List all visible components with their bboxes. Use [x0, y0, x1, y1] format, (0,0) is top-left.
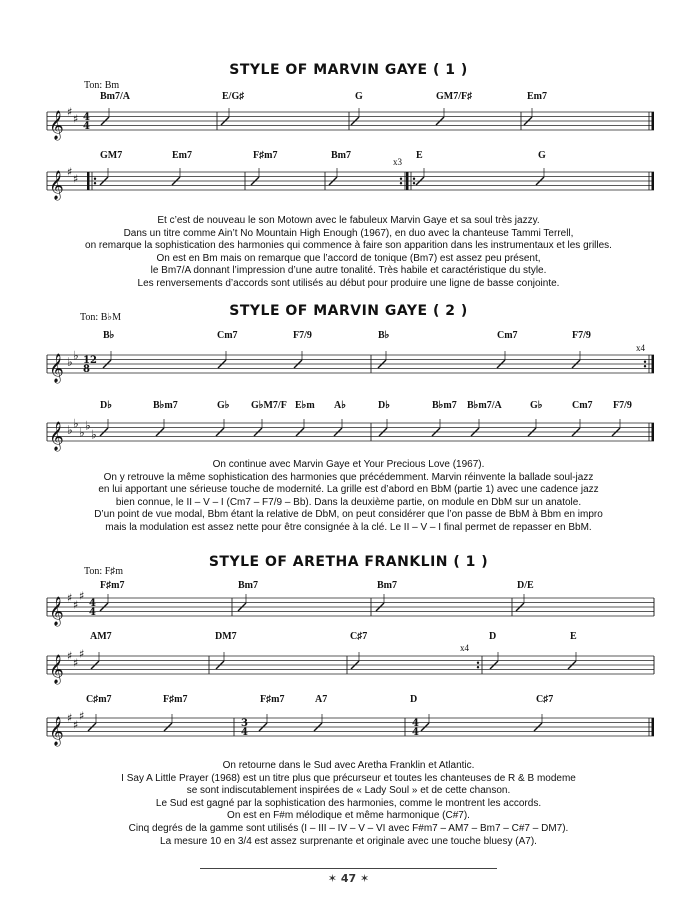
staff [0, 644, 697, 684]
flat-icon: ♭ [73, 348, 79, 363]
chord-symbol: B♭m7 [432, 400, 457, 411]
paragraph [40, 215, 657, 291]
chord-symbol: Bm7 [238, 580, 258, 591]
chord-symbol: B♭m7 [153, 400, 178, 411]
chord-symbol: B♭ [103, 330, 115, 341]
paragraph-line: Le Sud est gagné par la sophistication des harmonies, comme le montrent les accords. [155, 797, 542, 809]
paragraph-line: le Bm7/A donnant l’impression d’une autre tonalité. Très habile et caractéristique du style. [150, 265, 547, 277]
time-signature-top: 4 [412, 718, 419, 729]
end-thick-bar [652, 112, 655, 130]
paragraph-line: D’un point de vue modal, Bbm étant la relative de DbM, on peut considérer que l’on passe de BbM à Bbm en impro [94, 509, 603, 521]
repeat-count: x4 [460, 643, 469, 653]
chord-symbol: Bm7 [331, 150, 351, 161]
end-thick-bar [652, 355, 655, 373]
end-thick-bar [652, 172, 655, 190]
time-signature-top: 4 [89, 598, 96, 609]
section-title: STYLE OF MARVIN GAYE ( 1 ) [229, 62, 468, 78]
paragraph-line: on remarque la sophistication des harmonies qui commence à faire son apparition dans les instrumentaux et les grilles. [85, 240, 612, 252]
section-title: STYLE OF ARETHA FRANKLIN ( 1 ) [208, 554, 489, 570]
time-signature-bottom: 4 [412, 727, 419, 738]
sharp-icon: ♯ [79, 647, 85, 661]
chord-symbol: A♭ [334, 400, 346, 411]
key-label: Ton: F♯m [84, 566, 124, 577]
repeat-count: x3 [393, 157, 402, 167]
paragraph-line: On retourne dans le Sud avec Aretha Franklin et Atlantic. [222, 760, 475, 771]
flat-icon: ♭ [67, 423, 73, 437]
time-signature-bottom: 4 [89, 607, 96, 618]
chord-symbol: G [355, 91, 363, 102]
paragraph [40, 459, 657, 535]
chord-symbol: D/E [517, 580, 534, 591]
flat-icon: ♭ [73, 416, 79, 431]
chord-symbol: G♭ [217, 400, 230, 411]
chord-symbol: D♭ [100, 400, 112, 411]
flat-icon: ♭ [85, 418, 91, 433]
repeat-dot [477, 666, 479, 668]
treble-clef-icon: 𝄞 [49, 654, 64, 683]
paragraph-line [40, 228, 657, 241]
key-label: Ton: Bm [84, 80, 120, 91]
chord-symbol: G♭M7/F [251, 400, 287, 411]
chord-symbol: F♯m7 [253, 150, 278, 161]
chord-symbol: Cm7 [217, 330, 238, 341]
sharp-icon: ♯ [73, 718, 79, 732]
time-signature-top: 4 [83, 112, 90, 123]
staff [0, 160, 697, 200]
chord-symbol: Bm7 [377, 580, 397, 591]
chord-symbol: E♭m [295, 400, 315, 411]
paragraph [40, 760, 657, 848]
repeat-count: x4 [636, 343, 645, 353]
chord-symbol: Em7 [527, 91, 547, 102]
sharp-icon: ♯ [67, 165, 73, 179]
treble-clef-icon: 𝄞 [49, 170, 64, 199]
staff [0, 100, 697, 140]
paragraph-line: On est en Bm mais on remarque que l’accord de tonique (Bm7) est assez peu présent, [156, 252, 541, 264]
repeat-dot [413, 178, 415, 180]
repeat-dot [400, 182, 402, 184]
chord-symbol: F♯m7 [260, 694, 285, 705]
time-signature-bottom: 4 [83, 121, 90, 132]
chord-symbol: F7/9 [613, 400, 632, 411]
chord-symbol: F7/9 [293, 330, 312, 341]
time-signature-bottom: 4 [241, 727, 248, 738]
treble-clef-icon: 𝄞 [49, 596, 64, 625]
chord-symbol: C♯m7 [86, 694, 112, 705]
paragraph-line: Cinq degrés de la gamme sont utilisés (I – III – IV – V – VI avec F#m7 – AM7 – Bm7 – C#7 – DM7). [128, 822, 569, 834]
sharp-icon: ♯ [73, 598, 79, 612]
chord-symbol: A7 [315, 694, 328, 705]
sharp-icon: ♯ [67, 711, 73, 725]
paragraph-line: mais la modulation est assez nette pour être consignée à la clé. Le II – V – I final permet de repasser en BbM. [105, 521, 592, 533]
chord-symbol: DM7 [215, 631, 237, 642]
repeat-dot [477, 662, 479, 664]
chord-symbol: Bm7/A [100, 91, 130, 102]
paragraph-line: en lui apportant une sérieuse touche de modernité. La grille est d’abord en BbM (partie 1) avec une cadence jazz [98, 484, 599, 496]
paragraph-line: Les renversements d’accords sont utilisés au début pour produire une ligne de basse conjointe. [137, 277, 560, 289]
chord-symbol: B♭ [378, 330, 390, 341]
time-signature-top: 12 [83, 355, 97, 366]
flat-icon: ♭ [91, 427, 97, 442]
chord-symbol: G [538, 150, 546, 161]
repeat-dot [400, 178, 402, 180]
chord-symbol: Cm7 [497, 330, 518, 341]
time-signature-bottom: 8 [83, 364, 90, 375]
sharp-icon: ♯ [73, 112, 79, 126]
sharp-icon: ♯ [73, 172, 79, 186]
chord-symbol: F♯m7 [163, 694, 188, 705]
repeat-thick-bar [406, 172, 409, 190]
paragraph-text: Dans un titre comme Ain’t No Mountain High Enough (1967), en duo avec la chanteuse Tammi Terrell, [123, 227, 574, 239]
chord-symbol: Cm7 [572, 400, 593, 411]
chord-symbol: GM7 [100, 150, 123, 161]
chord-symbol: GM7/F♯ [436, 91, 473, 102]
repeat-dot [644, 361, 646, 363]
time-signature-top: 3 [241, 718, 248, 729]
flat-icon: ♭ [79, 425, 85, 440]
repeat-dot [94, 182, 96, 184]
sharp-icon: ♯ [67, 649, 73, 663]
sharp-icon: ♯ [79, 709, 85, 723]
chord-symbol: C♯7 [536, 694, 554, 705]
repeat-dot [94, 178, 96, 180]
paragraph-line: On est en F#m mélodique et même harmonique (C#7). [227, 810, 470, 822]
chord-symbol: D♭ [378, 400, 390, 411]
chord-symbol: E [570, 631, 577, 642]
section-title: STYLE OF MARVIN GAYE ( 2 ) [229, 303, 468, 319]
paragraph-line: bien connue, le II – V – I (Cm7 – F7/9 – Bb). Dans la deuxième partie, on module en DbM sur un anatole. [115, 496, 582, 508]
paragraph-line: La mesure 10 en 3/4 est assez surprenante et originale avec une touche bluesy (A7). [160, 835, 537, 847]
repeat-dot [413, 182, 415, 184]
sharp-icon: ♯ [79, 589, 85, 603]
footer-rule [200, 868, 497, 869]
chord-symbol: AM7 [90, 631, 112, 642]
chord-symbol: E [416, 150, 423, 161]
paragraph-line: On continue avec Marvin Gaye et Your Precious Love (1967). [212, 459, 485, 470]
flat-icon: ♭ [67, 355, 73, 369]
chord-symbol: B♭m7/A [467, 400, 502, 411]
chord-symbol: Em7 [172, 150, 192, 161]
sharp-icon: ♯ [73, 656, 79, 670]
chord-symbol: D [410, 694, 418, 705]
chord-symbol: G♭ [530, 400, 543, 411]
chord-symbol: F♯m7 [100, 580, 125, 591]
treble-clef-icon: 𝄞 [49, 716, 64, 745]
repeat-dot [644, 365, 646, 367]
paragraph-line: On y retrouve la même sophistication des harmonies que précédemment. Marvin réinvente la ballade soul-jazz [103, 471, 594, 483]
treble-clef-icon: 𝄞 [49, 110, 64, 139]
page-number: ✶ 47 ✶ [327, 872, 370, 885]
treble-clef-icon: 𝄞 [49, 421, 64, 450]
end-thick-bar [652, 718, 655, 736]
staff [0, 706, 697, 746]
treble-clef-icon: 𝄞 [49, 353, 64, 382]
end-thick-bar [652, 423, 655, 441]
paragraph-line: I Say A Little Prayer (1968) est un titre plus que précurseur et toutes les chanteuses de R & B modeme [121, 772, 576, 784]
chord-symbol: E/G♯ [222, 91, 245, 102]
sharp-icon: ♯ [67, 105, 73, 119]
key-label: Ton: B♭M [80, 312, 121, 323]
sharp-icon: ♯ [67, 591, 73, 605]
staff [0, 586, 697, 626]
staff [0, 411, 697, 451]
paragraph-line: Et c’est de nouveau le son Motown avec le fabuleux Marvin Gaye et sa soul très jazzy. [157, 215, 540, 226]
chord-symbol: C♯7 [350, 631, 368, 642]
staff [0, 343, 697, 383]
paragraph-line: se sont indiscutablement inspirées de « Lady Soul » et de cette chanson. [186, 785, 511, 797]
chord-symbol: D [489, 631, 497, 642]
repeat-start-thick [87, 172, 90, 190]
chord-symbol: F7/9 [572, 330, 591, 341]
